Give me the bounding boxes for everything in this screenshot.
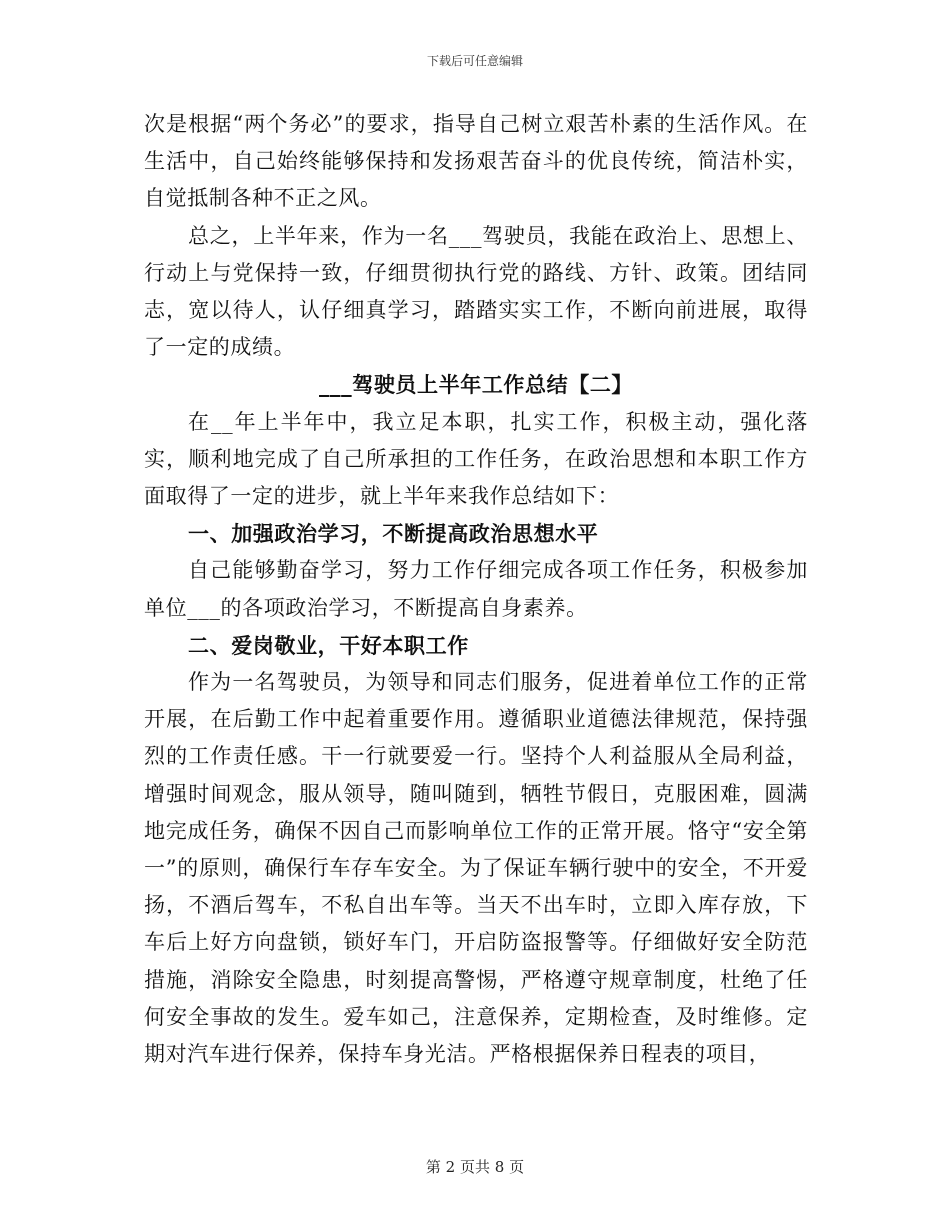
page-header: 下载后可任意编辑 [426, 54, 523, 68]
heading-political-study: 一、加强政治学习，不断提高政治思想水平 [188, 521, 599, 547]
section-title: ___驾驶员上半年工作总结【二】 [318, 372, 634, 398]
paragraph-lifestyle: 次是根据“两个务必”的要求，指导自己树立艰苦朴素的生活作风。在生活中，自己始终能够保持和发扬艰苦奋斗的优良传统，简洁朴实，自觉抵制各种不正之风。 [144, 112, 808, 211]
paragraph-job-dedication: 作为一名驾驶员，为领导和同志们服务，促进着单位工作的正常开展，在后勤工作中起着重要作用。遵循职业道德法律规范，保持强烈的工作责任感。干一行就要爱一行。坚持个人利益服从全局利益，增强时间观念，服从领导，随叫随到，牺牲节假日，克服困难，圆满地完成任务，确保不因自己而影响单位工作的正常开展。恪守“安全第一”的原则，确保行车存车安全。为了保证车辆行驶中的安全，不开爱扬，不酒后驾车，不私自出车等。当天不出车时，立即入库存放，下车后上好方向盘锁，锁好车门，开启防盗报警等。仔细做好安全防范措施，消除安全隐患，时刻提高警惕，严格遵守规章制度，杜绝了任何安全事故的发生。爱车如己，注意保养，定期检查，及时维修。定期对汽车进行保养，保持车身光洁。严格根据保养日程表的项目， [144, 670, 808, 1067]
document-body [144, 106, 808, 1073]
paragraph-intro: 在__年上半年中，我立足本职，扎实工作，积极主动，强化落实，顺利地完成了自己所承担的工作任务，在政治思想和本职工作方面取得了一定的进步，就上半年来我作总结如下： [144, 409, 808, 509]
heading-job-dedication: 二、爱岗敬业，干好本职工作 [188, 632, 469, 658]
paragraph-political-study: 自己能够勤奋学习，努力工作仔细完成各项工作任务，积极参加单位___的各项政治学习，不断提高自身素养。 [144, 558, 808, 620]
page-footer: 第 2 页共 8 页 [425, 1158, 525, 1176]
paragraph-summary: 总之，上半年来，作为一名___驾驶员，我能在政治上、思想上、行动上与党保持一致，仔细贯彻执行党的路线、方针、政策。团结同志，宽以待人，认仔细真学习，踏踏实实工作，不断向前进展，取得了一定的成绩。 [144, 223, 808, 360]
